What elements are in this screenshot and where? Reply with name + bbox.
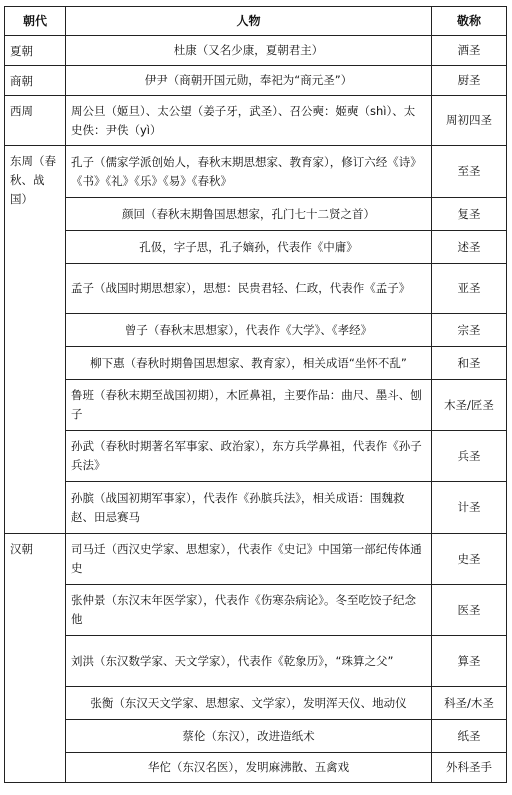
table-row bbox=[5, 264, 507, 314]
table-row bbox=[5, 431, 507, 482]
header-row bbox=[5, 7, 507, 36]
table-row bbox=[5, 231, 507, 264]
honorific-cell: 和圣 bbox=[432, 347, 507, 380]
honorifics-table bbox=[4, 6, 507, 783]
person-cell: 孟子（战国时期思想家），思想：民贵君轻、仁政，代表作《孟子》 bbox=[66, 264, 432, 314]
person-cell: 张仲景（东汉末年医学家），代表作《伤寒杂病论》。冬至吃饺子纪念他 bbox=[66, 585, 432, 636]
table-row bbox=[5, 720, 507, 753]
table-row bbox=[5, 314, 507, 347]
person-cell: 伊尹（商朝开国元勋，奉祀为“商元圣”） bbox=[66, 66, 432, 96]
header-person: 人物 bbox=[66, 7, 432, 36]
dynasty-cell: 夏朝 bbox=[5, 36, 66, 66]
table-row bbox=[5, 36, 507, 66]
table-row bbox=[5, 146, 507, 198]
honorific-cell: 算圣 bbox=[432, 636, 507, 687]
person-cell: 颜回（春秋末期鲁国思想家，孔门七十二贤之首） bbox=[66, 198, 432, 231]
person-cell: 蔡伦（东汉），改进造纸术 bbox=[66, 720, 432, 753]
table-row bbox=[5, 198, 507, 231]
honorific-cell: 周初四圣 bbox=[432, 96, 507, 146]
honorific-cell: 纸圣 bbox=[432, 720, 507, 753]
honorific-cell: 复圣 bbox=[432, 198, 507, 231]
honorific-cell: 酒圣 bbox=[432, 36, 507, 66]
dynasty-cell: 商朝 bbox=[5, 66, 66, 96]
honorific-cell: 木圣/匠圣 bbox=[432, 380, 507, 431]
header-dynasty: 朝代 bbox=[5, 7, 66, 36]
honorific-cell: 厨圣 bbox=[432, 66, 507, 96]
dynasty-cell: 西周 bbox=[5, 96, 66, 146]
table-row bbox=[5, 66, 507, 96]
honorific-cell: 史圣 bbox=[432, 534, 507, 585]
person-cell: 鲁班（春秋末期至战国初期），木匠鼻祖，主要作品：曲尺、墨斗、刨子 bbox=[66, 380, 432, 431]
person-cell: 华佗（东汉名医），发明麻沸散、五禽戏 bbox=[66, 753, 432, 783]
table-row bbox=[5, 687, 507, 720]
dynasty-cell: 东周（春秋、战国） bbox=[5, 146, 66, 534]
person-cell: 杜康（又名少康，夏朝君主） bbox=[66, 36, 432, 66]
header-title: 敬称 bbox=[432, 7, 507, 36]
person-cell: 刘洪（东汉数学家、天文学家），代表作《乾象历》，“珠算之父” bbox=[66, 636, 432, 687]
table-row bbox=[5, 636, 507, 687]
honorific-cell: 宗圣 bbox=[432, 314, 507, 347]
table-row bbox=[5, 347, 507, 380]
person-cell: 司马迁（西汉史学家、思想家），代表作《史记》中国第一部纪传体通史 bbox=[66, 534, 432, 585]
honorific-cell: 科圣/木圣 bbox=[432, 687, 507, 720]
honorific-cell: 亚圣 bbox=[432, 264, 507, 314]
honorific-cell: 述圣 bbox=[432, 231, 507, 264]
person-cell: 柳下惠（春秋时期鲁国思想家、教育家），相关成语“坐怀不乱” bbox=[66, 347, 432, 380]
table-row bbox=[5, 753, 507, 783]
person-cell: 张衡（东汉天文学家、思想家、文学家），发明浑天仪、地动仪 bbox=[66, 687, 432, 720]
person-cell: 周公旦（姬旦）、太公望（姜子牙，武圣）、召公奭：姬奭（shì）、太史佚：尹佚（yì） bbox=[66, 96, 432, 146]
person-cell: 曾子（春秋末思想家），代表作《大学》、《孝经》 bbox=[66, 314, 432, 347]
honorific-cell: 至圣 bbox=[432, 146, 507, 198]
honorific-cell: 外科圣手 bbox=[432, 753, 507, 783]
person-cell: 孔子（儒家学派创始人，春秋末期思想家、教育家），修订六经《诗》《书》《礼》《乐》《易》《春秋》 bbox=[66, 146, 432, 198]
table-row bbox=[5, 96, 507, 146]
table-row bbox=[5, 482, 507, 534]
person-cell: 孙膑（战国初期军事家），代表作《孙膑兵法》，相关成语：围魏救赵、田忌赛马 bbox=[66, 482, 432, 534]
person-cell: 孙武（春秋时期著名军事家、政治家），东方兵学鼻祖，代表作《孙子兵法》 bbox=[66, 431, 432, 482]
table-row bbox=[5, 585, 507, 636]
dynasty-cell: 汉朝 bbox=[5, 534, 66, 783]
honorific-cell: 计圣 bbox=[432, 482, 507, 534]
table-row bbox=[5, 534, 507, 585]
honorific-cell: 兵圣 bbox=[432, 431, 507, 482]
table-row bbox=[5, 380, 507, 431]
person-cell: 孔伋，字子思，孔子嫡孙，代表作《中庸》 bbox=[66, 231, 432, 264]
honorific-cell: 医圣 bbox=[432, 585, 507, 636]
